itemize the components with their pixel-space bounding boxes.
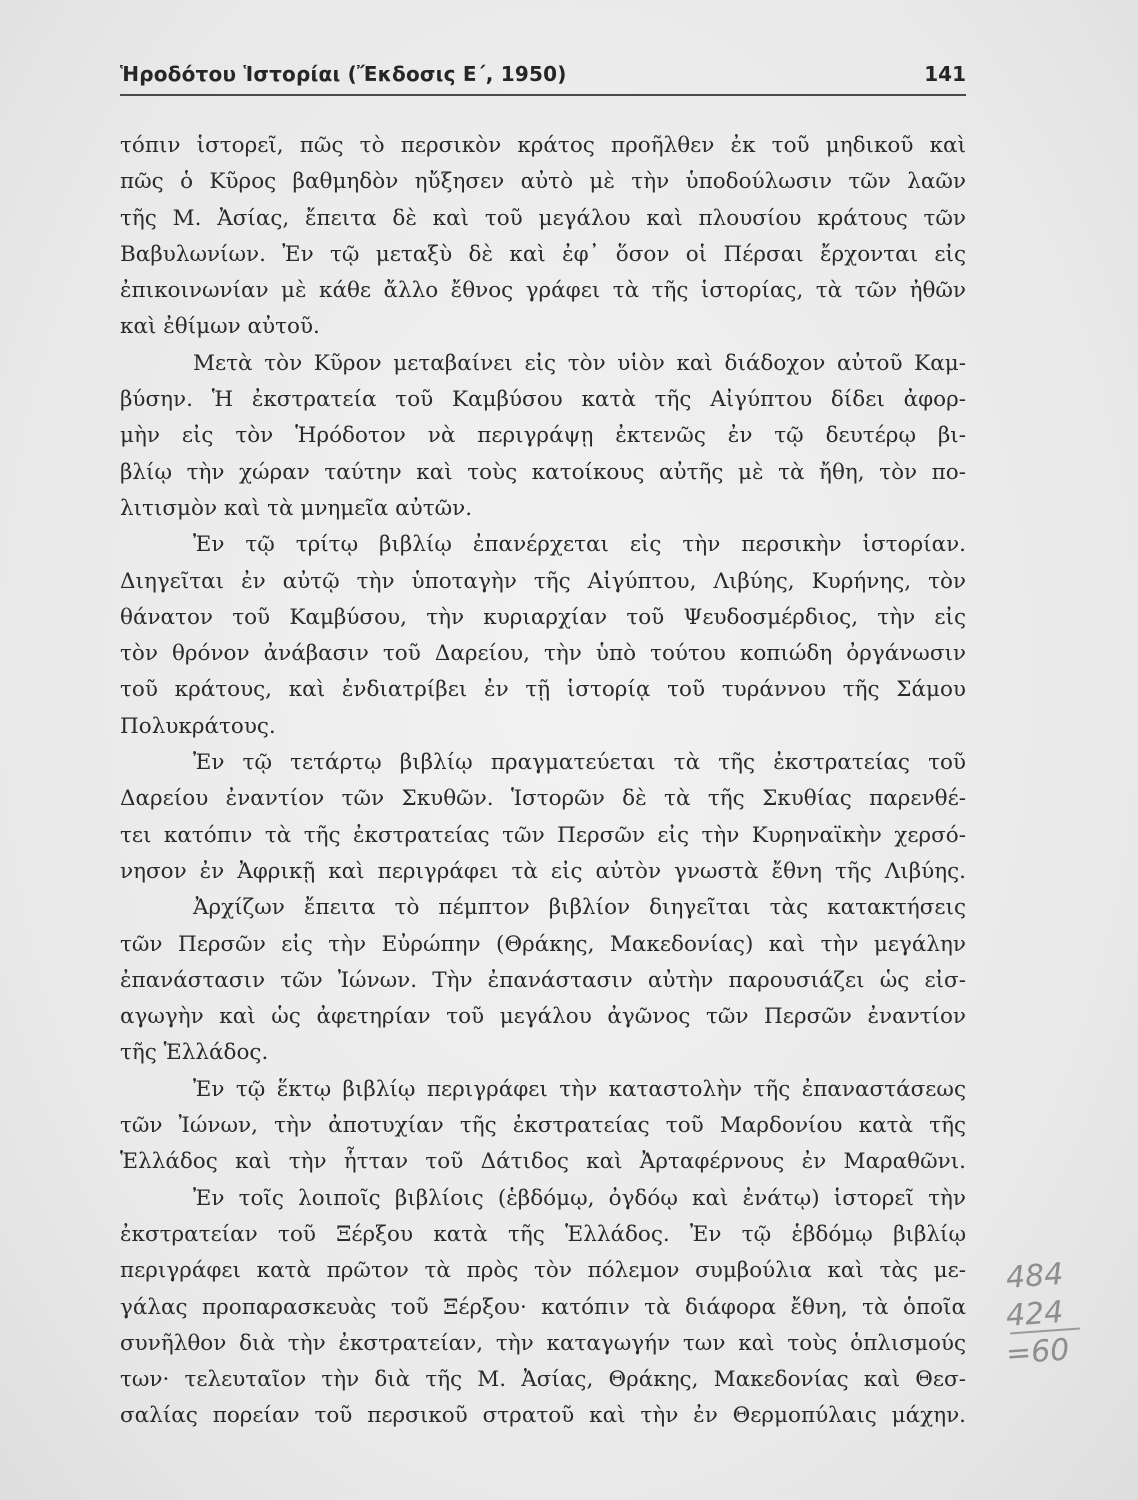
text-line: σαλίας πορείαν τοῦ περσικοῦ στρατοῦ καὶ τὴν ἐν Θερμοπύλαις μάχην.: [120, 1403, 966, 1429]
text-line: Διηγεῖται ἐν αὐτῷ τὴν ὑποταγὴν τῆς Αἰγύπτου, Λιβύης, Κυρήνης, τὸν: [120, 568, 966, 594]
text-line: λιτισμὸν καὶ τὰ μνημεῖα αὐτῶν.: [120, 495, 473, 521]
text-line: αγωγὴν καὶ ὡς ἀφετηρίαν τοῦ μεγάλου ἀγῶνος τῶν Περσῶν ἐναντίον: [120, 1004, 966, 1030]
margin-note-line: 484: [1004, 1256, 1065, 1296]
text-line: τει κατόπιν τὰ τῆς ἐκστρατείας τῶν Περσῶν εἰς τὴν Κυρηναϊκὴν χερσό-: [120, 822, 966, 848]
running-head: Ἡροδότου Ἱστορίαι (Ἔκδοσις Ε΄, 1950): [120, 62, 567, 86]
text-line: Ἀρχίζων ἔπειτα τὸ πέμπτον βιβλίον διηγεῖται τὰς κατακτήσεις: [193, 895, 966, 921]
text-line: τῆς Μ. Ἀσίας, ἔπειτα δὲ καὶ τοῦ μεγάλου καὶ πλουσίου κράτους τῶν: [120, 205, 966, 231]
text-line: συνῆλθον διὰ τὴν ἐκστρατείαν, τὴν καταγωγήν των καὶ τοὺς ὁπλισμούς: [120, 1330, 966, 1356]
text-line: Δαρείου ἐναντίον τῶν Σκυθῶν. Ἱστορῶν δὲ τὰ τῆς Σκυθίας παρενθέ-: [120, 786, 966, 812]
text-line: νησον ἐν Ἀφρικῇ καὶ περιγράφει τὰ εἰς αὐτὸν γνωστὰ ἔθνη τῆς Λιβύης.: [120, 858, 966, 884]
text-line: Βαβυλωνίων. Ἐν τῷ μεταξὺ δὲ καὶ ἐφ᾿ ὅσον οἱ Πέρσαι ἔρχονται εἰς: [120, 241, 966, 267]
handwritten-margin-notes: [1006, 1256, 1116, 1370]
text-line: των· τελευταῖον τὴν διὰ τῆς Μ. Ἀσίας, Θράκης, Μακεδονίας καὶ Θεσ-: [120, 1367, 966, 1393]
text-line: πῶς ὁ Κῦρος βαθμηδὸν ηὔξησεν αὐτὸ μὲ τὴν ὑποδούλωσιν τῶν λαῶν: [120, 169, 966, 195]
page-header: [120, 60, 966, 96]
text-line: τὸν θρόνον ἀνάβασιν τοῦ Δαρείου, τὴν ὑπὸ τούτου κοπιώδη ὀργάνωσιν: [120, 641, 966, 667]
text-line: Ἐν τῷ τετάρτῳ βιβλίῳ πραγματεύεται τὰ τῆς ἐκστρατείας τοῦ: [193, 750, 966, 776]
text-line: περιγράφει κατὰ πρῶτον τὰ πρὸς τὸν πόλεμον συμβούλια καὶ τὰς με-: [120, 1258, 966, 1284]
text-line: Ἐν τοῖς λοιποῖς βιβλίοις (ἑβδόμῳ, ὀγδόῳ καὶ ἐνάτῳ) ἱστορεῖ τὴν: [193, 1185, 966, 1211]
text-line: Ἐν τῷ τρίτῳ βιβλίῳ ἐπανέρχεται εἰς τὴν περσικὴν ἱστορίαν.: [193, 532, 966, 558]
text-line: θάνατον τοῦ Καμβύσου, τὴν κυριαρχίαν τοῦ Ψευδοσμέρδιος, τὴν εἰς: [120, 604, 966, 630]
text-line: τόπιν ἱστορεῖ, πῶς τὸ περσικὸν κράτος προῆλθεν ἐκ τοῦ μηδικοῦ καὶ: [120, 133, 966, 158]
text-line: βύσην. Ἡ ἐκστρατεία τοῦ Καμβύσου κατὰ τῆς Αἰγύπτου δίδει ἀφορ-: [120, 387, 966, 413]
page-number: 141: [924, 62, 966, 86]
text-line: τῆς Ἑλλάδος.: [120, 1040, 269, 1066]
text-line: τοῦ κράτους, καὶ ἐνδιατρίβει ἐν τῇ ἱστορίᾳ τοῦ τυράννου τῆς Σάμου: [120, 677, 966, 703]
text-line: Μετὰ τὸν Κῦρον μεταβαίνει εἰς τὸν υἱὸν καὶ διάδοχον αὐτοῦ Καμ-: [193, 350, 966, 376]
text-line: τῶν Περσῶν εἰς τὴν Εὐρώπην (Θράκης, Μακεδονίας) καὶ τὴν μεγάλην: [120, 931, 966, 957]
margin-note-line: =60: [1004, 1332, 1071, 1372]
text-line: μὴν εἰς τὸν Ἡρόδοτον νὰ περιγράψῃ ἐκτενῶς ἐν τῷ δευτέρῳ βι-: [120, 423, 966, 449]
text-line: Ἑλλάδος καὶ τὴν ἧτταν τοῦ Δάτιδος καὶ Ἀρταφέρνους ἐν Μαραθῶνι.: [120, 1149, 966, 1175]
margin-note-line: 424: [1004, 1294, 1065, 1334]
text-line: καὶ ἐθίμων αὐτοῦ.: [120, 314, 320, 340]
text-line: ἐπικοινωνίαν μὲ κάθε ἄλλο ἔθνος γράφει τὰ τῆς ἱστορίας, τὰ τῶν ἠθῶν: [120, 278, 966, 304]
text-line: βλίῳ τὴν χώραν ταύτην καὶ τοὺς κατοίκους αὐτῆς μὲ τὰ ἤθη, τὸν πο-: [120, 459, 966, 485]
text-line: γάλας προπαρασκευὰς τοῦ Ξέρξου· κατόπιν τὰ διάφορα ἔθνη, τὰ ὁποῖα: [120, 1294, 966, 1320]
text-line: Πολυκράτους.: [120, 713, 276, 739]
text-line: ἐκστρατείαν τοῦ Ξέρξου κατὰ τῆς Ἑλλάδος. Ἐν τῷ ἑβδόμῳ βιβλίῳ: [120, 1221, 966, 1247]
text-line: τῶν Ἰώνων, τὴν ἀποτυχίαν τῆς ἐκστρατείας τοῦ Μαρδονίου κατὰ τῆς: [120, 1113, 966, 1139]
text-line: Ἐν τῷ ἕκτῳ βιβλίῳ περιγράφει τὴν καταστολὴν τῆς ἐπαναστάσεως: [193, 1076, 966, 1102]
text-line: ἐπανάστασιν τῶν Ἰώνων. Τὴν ἐπανάστασιν αὐτὴν παρουσιάζει ὡς εἰσ-: [120, 967, 966, 993]
body-text: [120, 128, 966, 1435]
